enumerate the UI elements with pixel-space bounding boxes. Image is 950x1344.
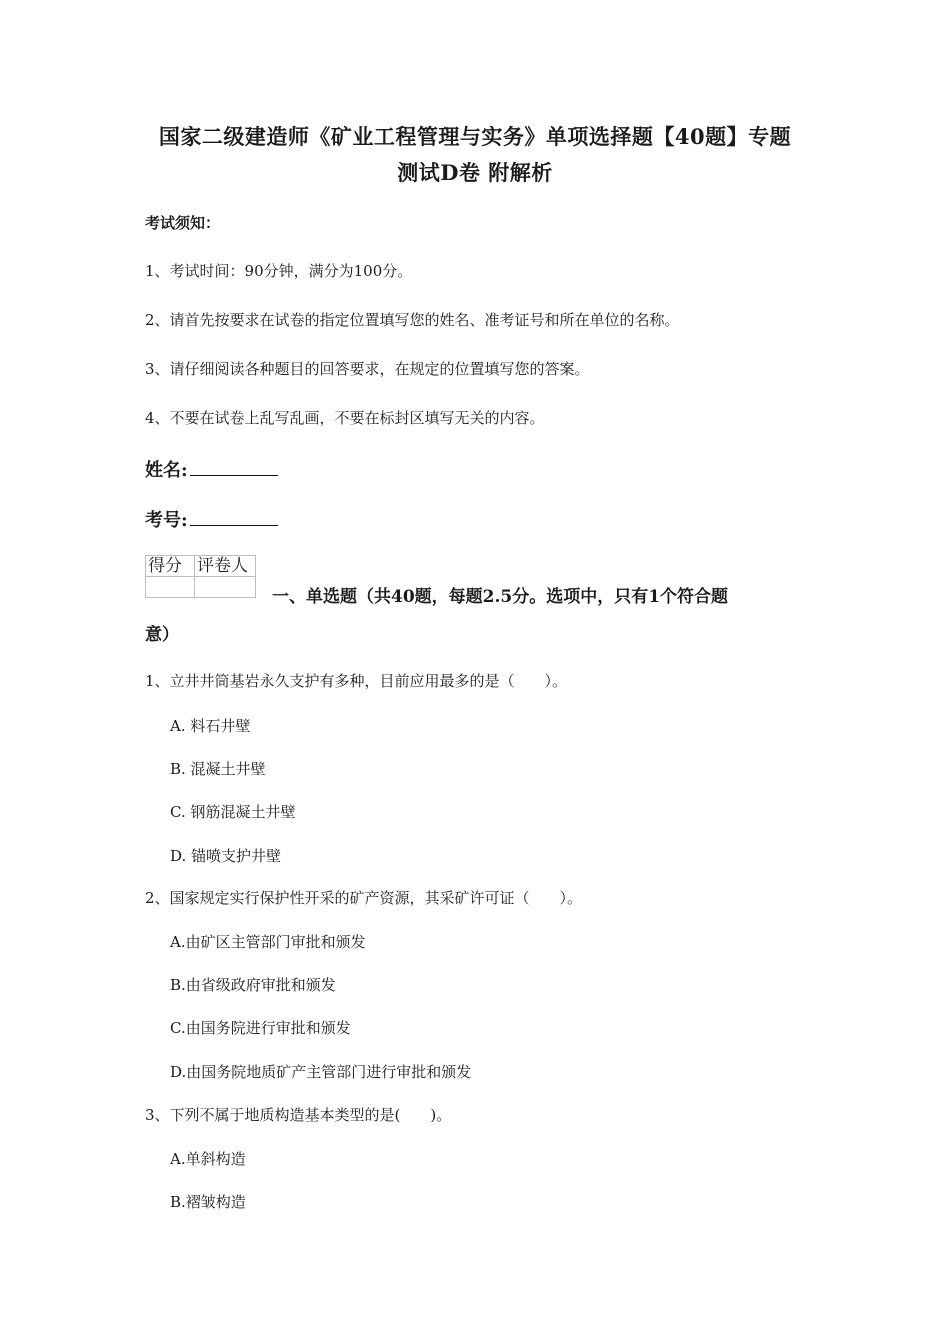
- document-title-line-1: 国家二级建造师《矿业工程管理与实务》单项选择题【40题】专题: [158, 124, 792, 149]
- option-1c: C. 钢筋混凝土井壁: [170, 803, 296, 821]
- exam-number-blank-line[interactable]: [190, 507, 278, 526]
- notice-item: 1、考试时间：90分钟，满分为100分。: [145, 262, 413, 280]
- option-2c: C.由国务院进行审批和颁发: [170, 1019, 351, 1037]
- option-1b: B. 混凝土井壁: [170, 760, 266, 778]
- option-2a: A.由矿区主管部门审批和颁发: [170, 933, 366, 951]
- score-header: 得分: [146, 556, 195, 577]
- notice-item: 3、请仔细阅读各种题目的回答要求，在规定的位置填写您的答案。: [145, 360, 590, 378]
- option-2b: B.由省级政府审批和颁发: [170, 976, 336, 994]
- section-heading-line-2: 意）: [145, 625, 179, 645]
- name-field: [145, 456, 278, 482]
- score-cell[interactable]: [146, 577, 195, 598]
- question-1: 1、立井井筒基岩永久支护有多种，目前应用最多的是（ ）。: [145, 672, 568, 690]
- option-1d: D. 锚喷支护井壁: [170, 847, 282, 865]
- option-1a: A. 料石井壁: [170, 717, 251, 735]
- score-table: [145, 555, 256, 598]
- notice-item: 4、不要在试卷上乱写乱画，不要在标封区填写无关的内容。: [145, 409, 545, 427]
- option-2d: D.由国务院地质矿产主管部门进行审批和颁发: [170, 1063, 472, 1081]
- notice-heading: 考试须知：: [145, 214, 221, 232]
- name-label: 姓名:: [145, 460, 188, 481]
- grader-cell[interactable]: [195, 577, 256, 598]
- section-heading-line-1: 一、单选题（共40题，每题2.5分。选项中，只有1个符合题: [272, 587, 729, 607]
- notice-item: 2、请首先按要求在试卷的指定位置填写您的姓名、准考证号和所在单位的名称。: [145, 311, 680, 329]
- question-3: 3、下列不属于地质构造基本类型的是( )。: [145, 1106, 452, 1124]
- question-2: 2、国家规定实行保护性开采的矿产资源，其采矿许可证（ ）。: [145, 889, 583, 907]
- grader-header: 评卷人: [195, 556, 256, 577]
- option-3b: B.褶皱构造: [170, 1193, 246, 1211]
- exam-number-label: 考号:: [145, 510, 188, 531]
- option-3a: A.单斜构造: [170, 1150, 246, 1168]
- name-blank-line[interactable]: [190, 457, 278, 476]
- exam-number-field: [145, 506, 278, 532]
- document-title-line-2: 测试D卷 附解析: [397, 160, 553, 185]
